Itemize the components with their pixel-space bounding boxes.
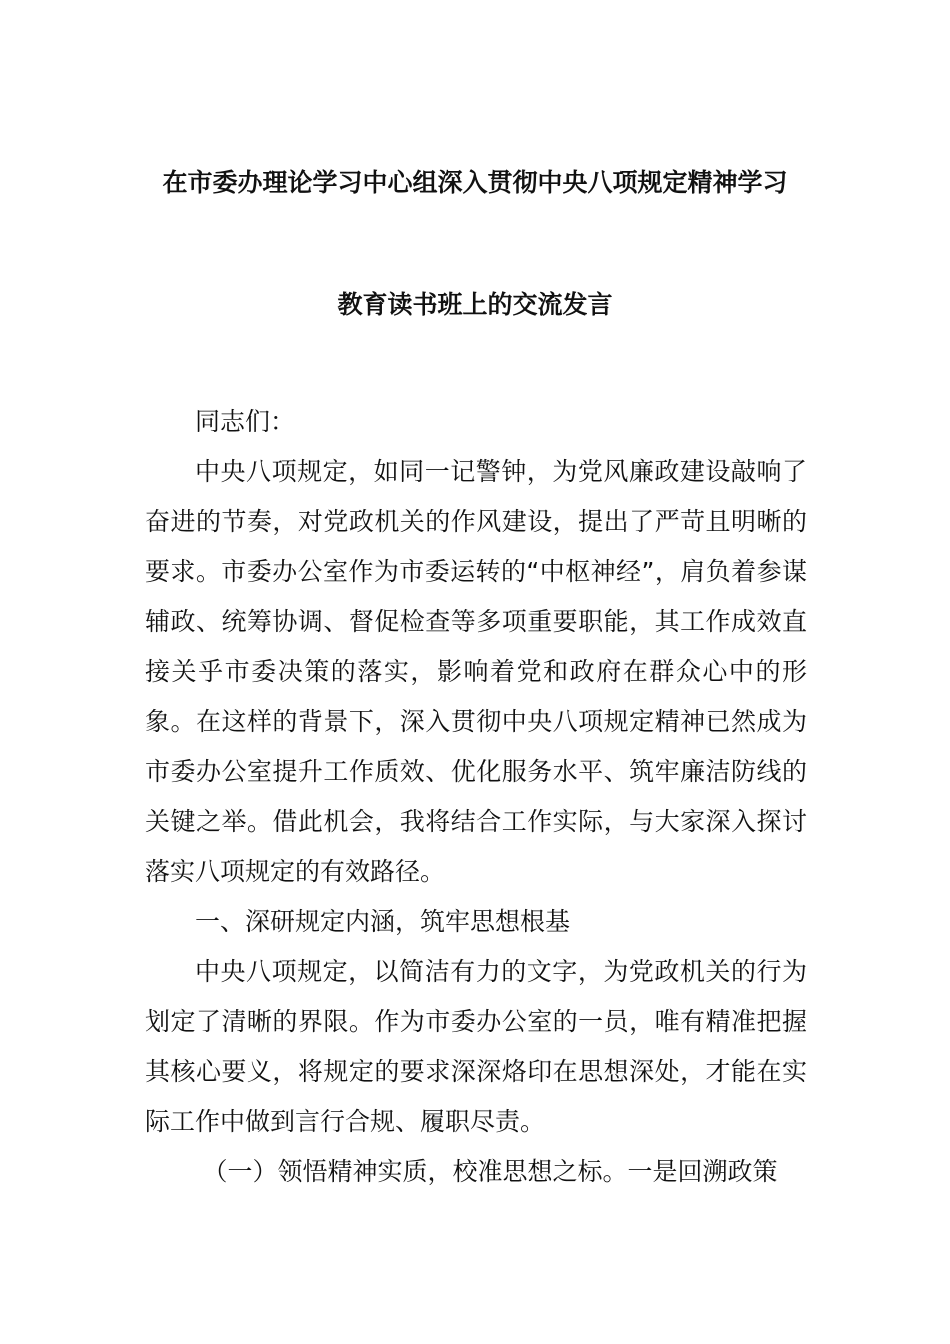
paragraph-section-1: 中央八项规定，以简洁有力的文字，为党政机关的行为划定了清晰的界限。作为市委办公室的一员，唯有精准把握其核心要义，将规定的要求深深烙印在思想深处，才能在实际工作中做到言行合规、履职尽责。 (145, 957, 807, 1136)
salutation: 同志们： (195, 407, 296, 436)
document-title-line-1: 在市委办理论学习中心组深入贯彻中央八项规定精神学习 (162, 168, 788, 197)
document-title-line-2: 教育读书班上的交流发言 (337, 290, 613, 319)
subsection-heading-1: （一）领悟精神实质，校准思想之标。一是回溯政策 (202, 1157, 778, 1186)
document-body (145, 397, 807, 1197)
paragraph-intro: 中央八项规定，如同一记警钟，为党风廉政建设敲响了奋进的节奏，对党政机关的作风建设，提出了严苛且明晰的要求。市委办公室作为市委运转的“中枢神经”，肩负着参谋辅政、统筹协调、督促检查等多项重要职能，其工作成效直接关乎市委决策的落实，影响着党和政府在群众心中的形象。在这样的背景下，深入贯彻中央八项规定精神已然成为市委办公室提升工作质效、优化服务水平、筑牢廉洁防线的关键之举。借此机会，我将结合工作实际，与大家深入探讨落实八项规定的有效路径。 (145, 457, 807, 886)
section-heading-1: 一、深研规定内涵，筑牢思想根基 (195, 907, 571, 936)
